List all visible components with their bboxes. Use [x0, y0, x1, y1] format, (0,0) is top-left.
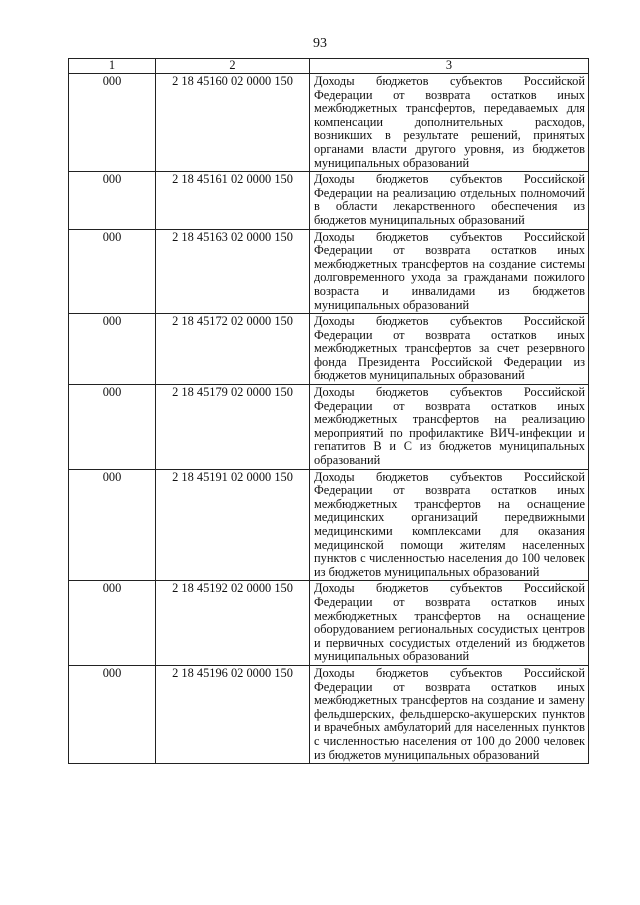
admin-code-cell: 000	[69, 172, 156, 229]
column-header-2: 2	[156, 59, 310, 74]
admin-code-cell: 000	[69, 385, 156, 470]
admin-code-cell: 000	[69, 469, 156, 581]
table-row	[69, 665, 589, 763]
admin-code-cell: 000	[69, 314, 156, 385]
table-row	[69, 581, 589, 666]
description-cell: Доходы бюджетов субъектов Российской Федерации от возврата остатков иных межбюджетных трансфертов на оснащение медицинских организаций передвижными медицинскими комплексами для оказания медицинской помощи жителям населенных пунктов с численностью населения до 100 человек из бюджетов муниципальных образований	[310, 469, 589, 581]
description-cell: Доходы бюджетов субъектов Российской Федерации от возврата остатков иных межбюджетных трансфертов на реализацию мероприятий по профилактике ВИЧ-инфекции и гепатитов В и С из бюджетов муниципальных образований	[310, 385, 589, 470]
budget-code-cell: 2 18 45163 02 0000 150	[156, 229, 310, 314]
page-number: 93	[313, 36, 327, 51]
table-row	[69, 314, 589, 385]
admin-code-cell: 000	[69, 581, 156, 666]
table-row	[69, 469, 589, 581]
table-row	[69, 385, 589, 470]
column-header-3: 3	[310, 59, 589, 74]
table-row	[69, 172, 589, 229]
description-cell: Доходы бюджетов субъектов Российской Федерации от возврата остатков иных межбюджетных трансфертов, передаваемых для компенсации дополнительных расходов, возникших в результате решений, принятых органами власти другого уровня, из бюджетов муниципальных образований	[310, 74, 589, 172]
description-cell: Доходы бюджетов субъектов Российской Федерации от возврата остатков иных межбюджетных трансфертов на создание и замену фельдшерских, фельдшерско-акушерских пунктов и врачебных амбулаторий для населенных пунктов с численностью населения от 100 до 2000 человек из бюджетов муниципальных образований	[310, 665, 589, 763]
description-cell: Доходы бюджетов субъектов Российской Федерации от возврата остатков иных межбюджетных трансфертов за счет резервного фонда Президента Российской Федерации из бюджетов муниципальных образований	[310, 314, 589, 385]
description-cell: Доходы бюджетов субъектов Российской Федерации на реализацию отдельных полномочий в области лекарственного обеспечения из бюджетов муниципальных образований	[310, 172, 589, 229]
table-header-row	[69, 59, 589, 74]
budget-code-cell: 2 18 45179 02 0000 150	[156, 385, 310, 470]
description-cell: Доходы бюджетов субъектов Российской Федерации от возврата остатков иных межбюджетных трансфертов на оснащение оборудованием региональных сосудистых центров и первичных сосудистых отделений из бюджетов муниципальных образований	[310, 581, 589, 666]
budget-code-cell: 2 18 45191 02 0000 150	[156, 469, 310, 581]
table-row	[69, 74, 589, 172]
description-cell: Доходы бюджетов субъектов Российской Федерации от возврата остатков иных межбюджетных трансфертов на создание системы долговременного ухода за гражданами пожилого возраста и инвалидами из бюджетов муниципальных образований	[310, 229, 589, 314]
budget-code-cell: 2 18 45161 02 0000 150	[156, 172, 310, 229]
admin-code-cell: 000	[69, 74, 156, 172]
admin-code-cell: 000	[69, 229, 156, 314]
admin-code-cell: 000	[69, 665, 156, 763]
budget-code-cell: 2 18 45172 02 0000 150	[156, 314, 310, 385]
budget-code-cell: 2 18 45192 02 0000 150	[156, 581, 310, 666]
budget-table	[68, 58, 589, 764]
column-header-1: 1	[69, 59, 156, 74]
table-row	[69, 229, 589, 314]
budget-code-cell: 2 18 45160 02 0000 150	[156, 74, 310, 172]
budget-code-cell: 2 18 45196 02 0000 150	[156, 665, 310, 763]
